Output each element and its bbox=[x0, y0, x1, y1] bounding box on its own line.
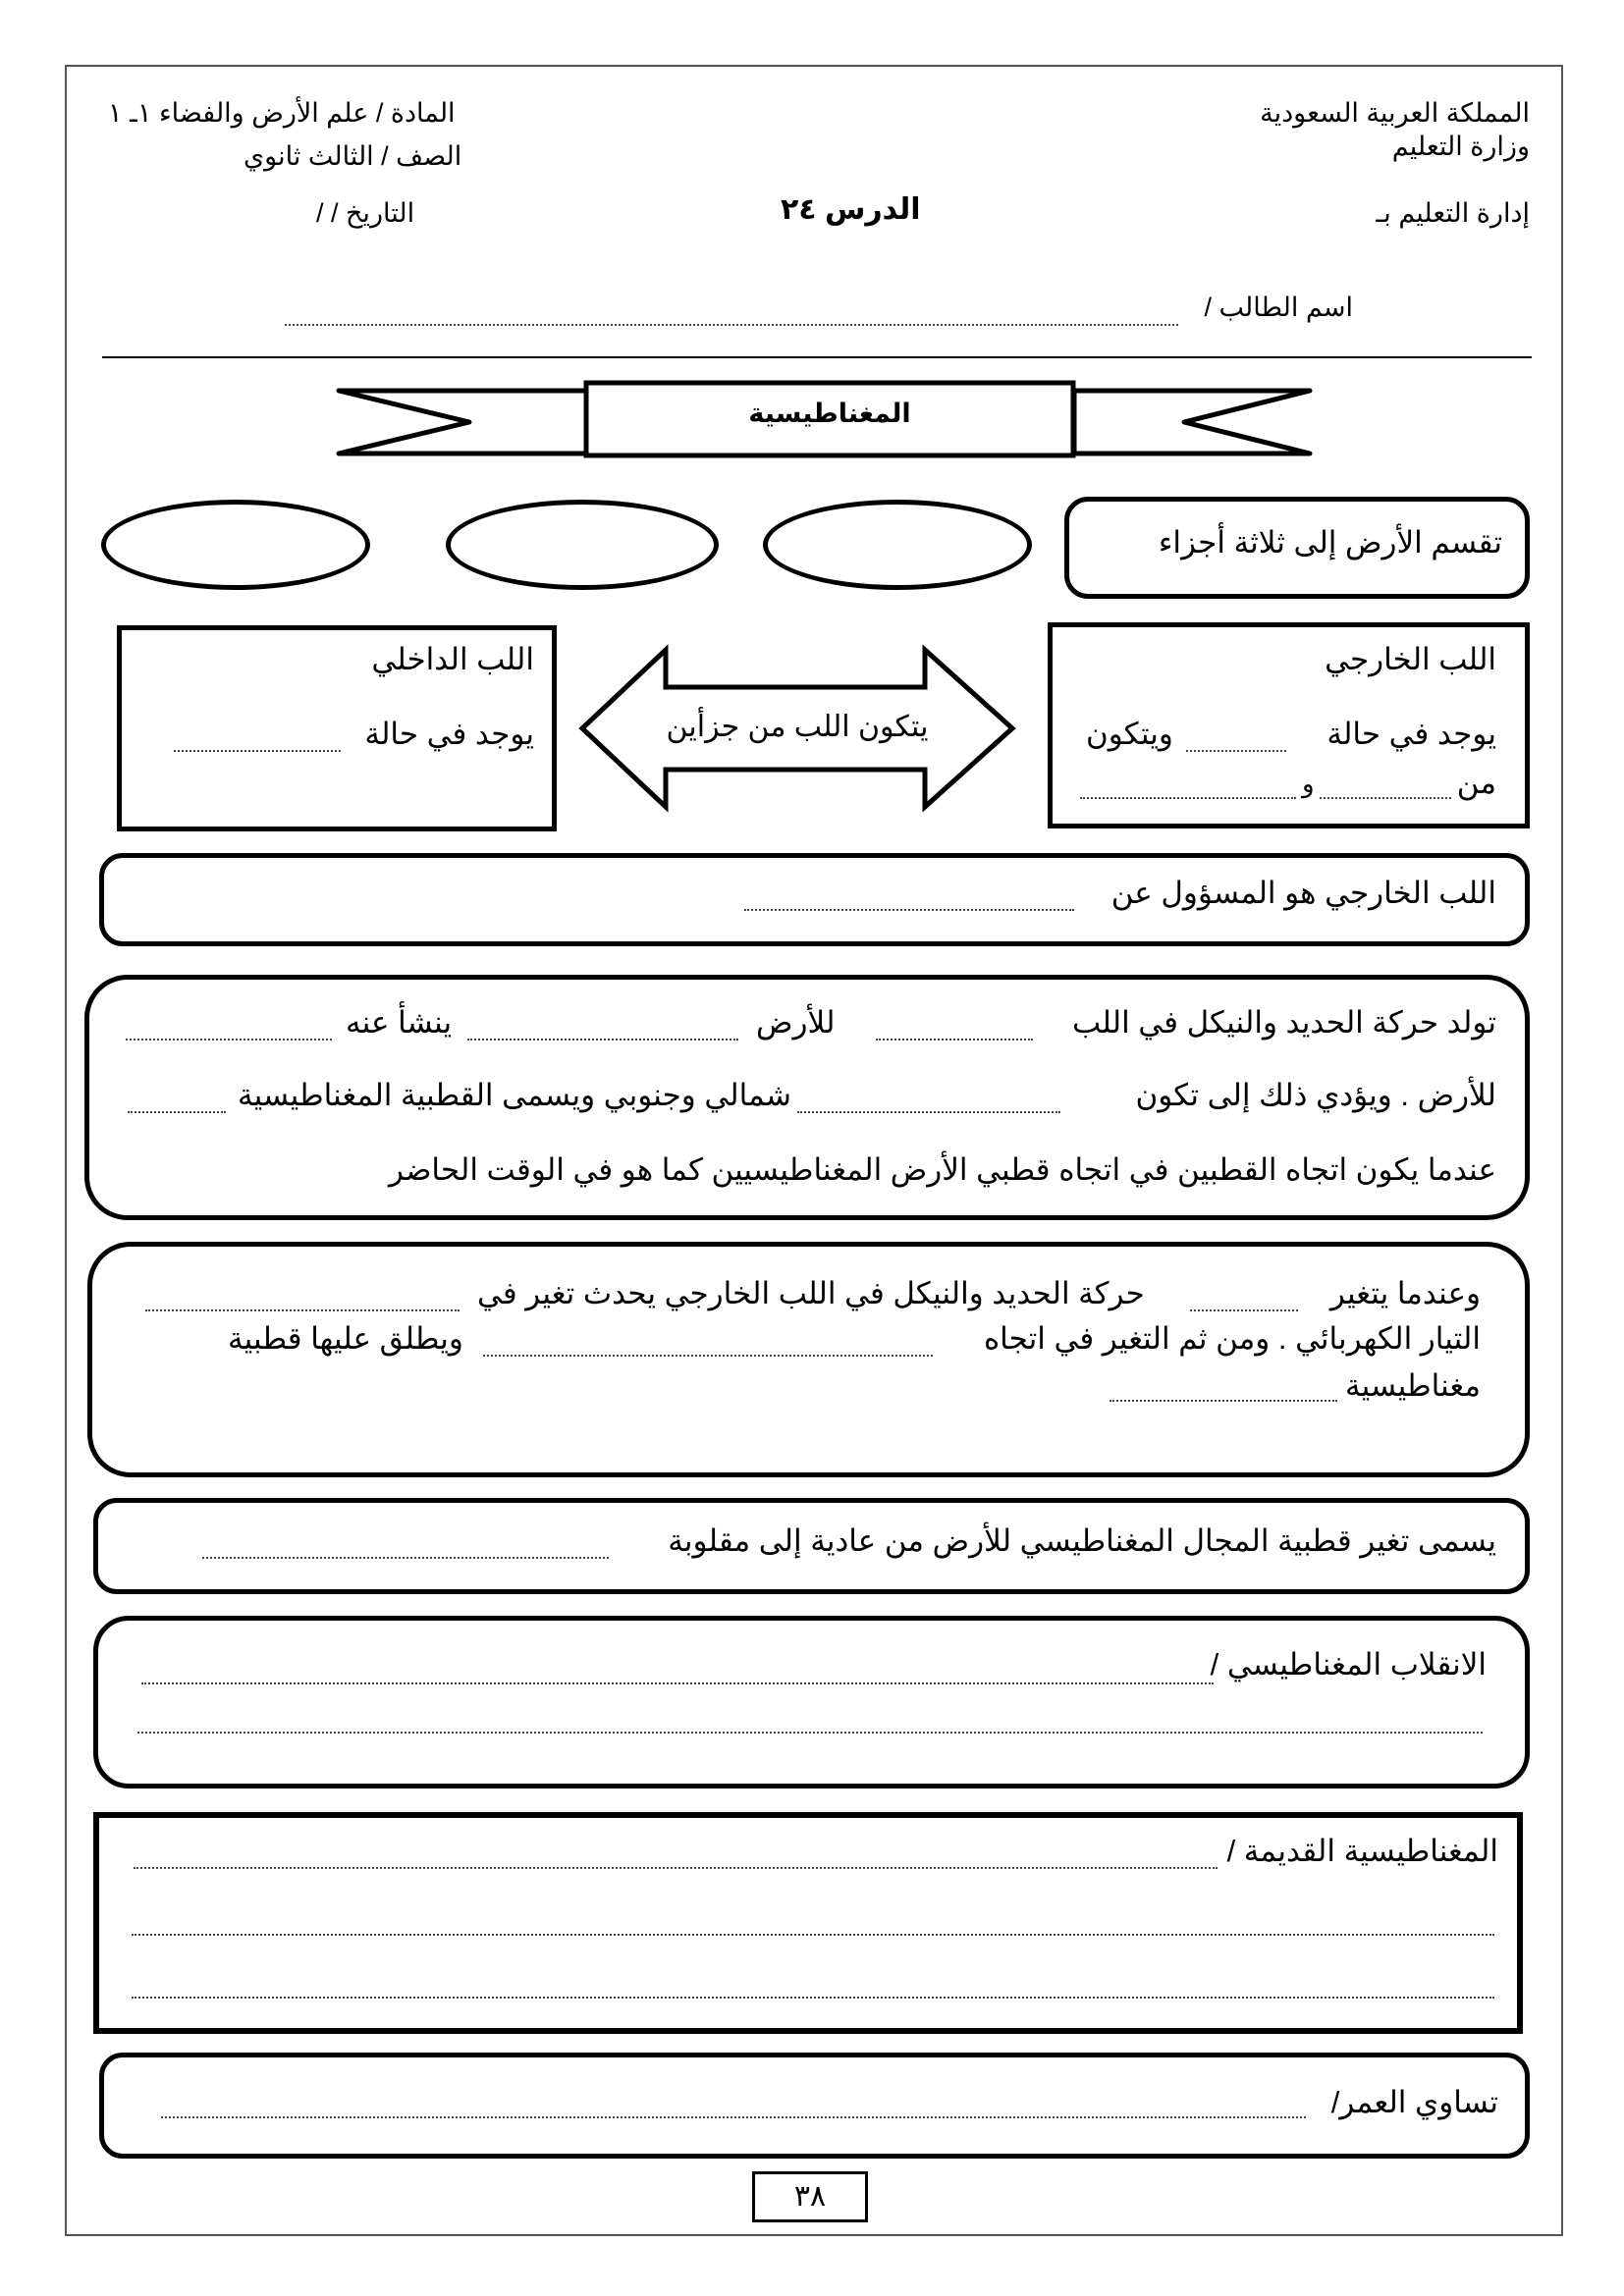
student-name-label: اسم الطالب / bbox=[1204, 293, 1353, 322]
reversal-def-box bbox=[93, 1616, 1530, 1789]
header-administration: إدارة التعليم بـ bbox=[1376, 198, 1530, 228]
change-line2-blank[interactable] bbox=[483, 1335, 933, 1357]
inner-core-state-blank[interactable] bbox=[174, 730, 341, 752]
reversal-def-label: الانقلاب المغناطيسي / bbox=[1210, 1647, 1487, 1682]
generation-line3: عندما يكون اتجاه القطبين في اتجاه قطبي الأرض المغناطيسيين كما هو في الوقت الحاضر bbox=[388, 1152, 1496, 1187]
change-line1-blank-1[interactable] bbox=[1190, 1290, 1298, 1311]
header-subject: المادة / علم الأرض والفضاء ١ـ ١ bbox=[108, 98, 456, 128]
inner-core-state: يوجد في حالة bbox=[364, 717, 534, 751]
outer-core-from-blank-1[interactable] bbox=[1320, 777, 1451, 799]
responsible-blank[interactable] bbox=[744, 889, 1074, 911]
inner-core-title: اللب الداخلي bbox=[371, 642, 534, 676]
header-kingdom: المملكة العربية السعودية bbox=[1260, 98, 1530, 128]
banner-title: المغناطيسية bbox=[748, 399, 911, 428]
header-grade: الصف / الثالث ثانوي bbox=[244, 141, 462, 171]
generation-line1-c: ينشأ عنه bbox=[346, 1005, 453, 1040]
change-line1-b: حركة الحديد والنيكل في اللب الخارجي يحدث تغير في bbox=[477, 1276, 1145, 1310]
page-number: ٣٨ bbox=[752, 2171, 868, 2222]
layers-text: تقسم الأرض إلى ثلاثة أجزاء bbox=[1158, 525, 1502, 560]
paleo-line-3[interactable] bbox=[132, 1977, 1494, 1999]
reversal-name-text: يسمى تغير قطبية المجال المغناطيسي للأرض من عادية إلى مقلوبة bbox=[668, 1523, 1496, 1558]
age-label: تساوي العمر/ bbox=[1330, 2085, 1498, 2119]
generation-line2-a: للأرض . ويؤدي ذلك إلى تكون bbox=[1135, 1078, 1496, 1112]
generation-line1-blank-2[interactable] bbox=[467, 1019, 738, 1041]
layer-oval-1[interactable] bbox=[101, 500, 370, 590]
outer-core-from: من bbox=[1456, 766, 1496, 800]
generation-line2-blank-2[interactable] bbox=[128, 1092, 226, 1113]
generation-line1-blank-3[interactable] bbox=[126, 1019, 332, 1041]
arrow-text: يتكون اللب من جزأين bbox=[666, 711, 929, 743]
outer-core-consists: ويتكون bbox=[1086, 717, 1173, 751]
paleo-label: المغناطيسية القديمة / bbox=[1226, 1834, 1498, 1868]
change-line1-a: وعندما يتغير bbox=[1329, 1276, 1481, 1310]
generation-line1-blank-1[interactable] bbox=[876, 1019, 1033, 1041]
outer-core-from-blank-2[interactable] bbox=[1080, 777, 1296, 799]
outer-core-and: و bbox=[1302, 769, 1315, 798]
change-line3-blank[interactable] bbox=[1110, 1380, 1337, 1402]
change-line2-b: ويطلق عليها قطبية bbox=[228, 1321, 463, 1356]
paleo-line-1[interactable] bbox=[134, 1847, 1218, 1869]
reversal-name-blank[interactable] bbox=[202, 1537, 609, 1559]
outer-core-state: يوجد في حالة bbox=[1326, 717, 1496, 751]
header-date: التاريخ / / bbox=[316, 198, 415, 228]
paleo-line-2[interactable] bbox=[132, 1914, 1494, 1936]
responsible-text: اللب الخارجي هو المسؤول عن bbox=[1110, 876, 1496, 910]
outer-core-state-blank[interactable] bbox=[1186, 730, 1286, 752]
header-ministry: وزارة التعليم bbox=[1391, 132, 1530, 161]
reversal-def-line-1[interactable] bbox=[141, 1663, 1214, 1684]
generation-line2-b: شمالي وجنوبي ويسمى القطبية المغناطيسية bbox=[238, 1078, 791, 1112]
age-blank[interactable] bbox=[161, 2097, 1306, 2118]
generation-line1-b: للأرض bbox=[756, 1005, 836, 1040]
change-line3: مغناطيسية bbox=[1344, 1368, 1481, 1403]
outer-core-title: اللب الخارجي bbox=[1325, 642, 1496, 676]
change-line2-a: التيار الكهربائي . ومن ثم التغير في اتجاه bbox=[983, 1321, 1481, 1356]
generation-line1-a: تولد حركة الحديد والنيكل في اللب bbox=[1071, 1005, 1496, 1040]
reversal-def-line-2[interactable] bbox=[137, 1712, 1483, 1734]
layer-oval-3[interactable] bbox=[763, 500, 1032, 590]
generation-line2-blank-1[interactable] bbox=[797, 1092, 1060, 1113]
layer-oval-2[interactable] bbox=[446, 500, 719, 590]
lesson-title: الدرس ٢٤ bbox=[781, 193, 921, 226]
change-line1-blank-2[interactable] bbox=[145, 1290, 460, 1311]
